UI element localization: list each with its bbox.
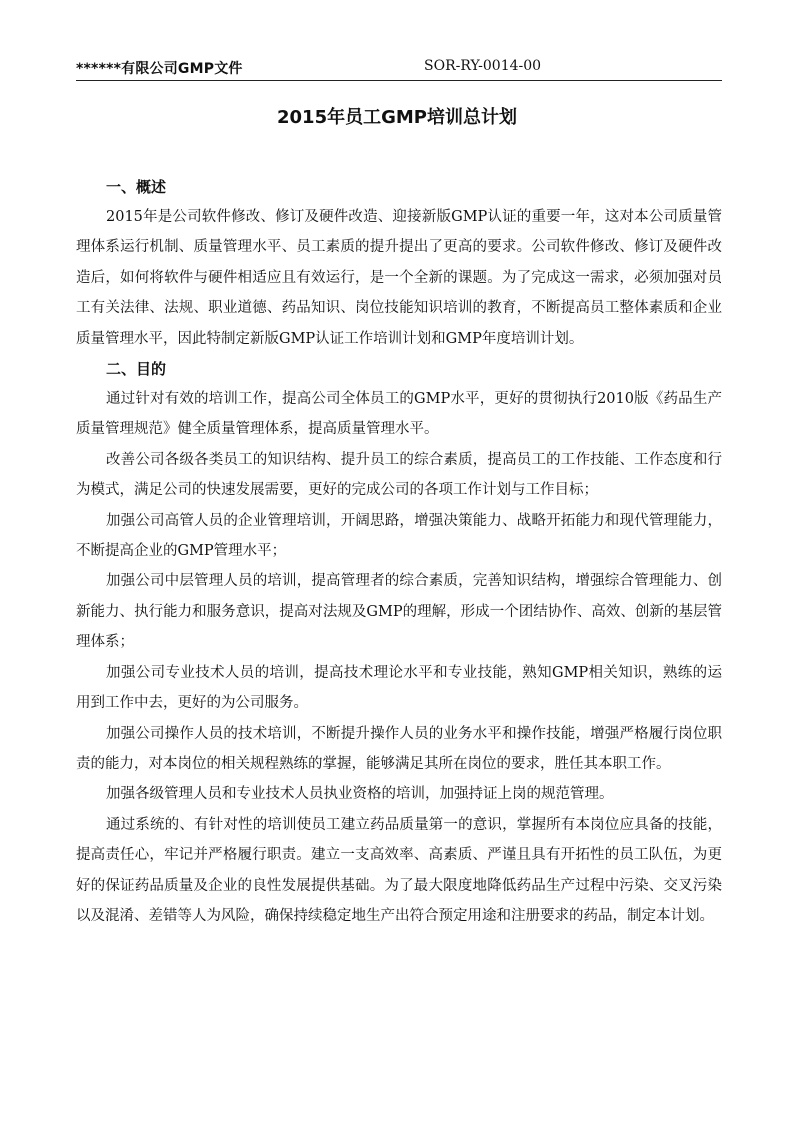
document-title: 2015年员工GMP培训总计划 [277,107,517,128]
purpose-paragraph: 通过针对有效的培训工作，提高公司全体员工的GMP水平，更好的贯彻执行2010版《药品生产质量管理规范》健全质量管理体系，提高质量管理水平。 [76,391,722,438]
document-body [76,172,722,931]
purpose-paragraph: 改善公司各级各类员工的知识结构、提升员工的综合素质，提高员工的工作技能、工作态度和行为模式，满足公司的快速发展需要，更好的完成公司的各项工作计划与工作目标； [76,451,722,499]
purpose-paragraph: 加强公司操作人员的技术培训，不断提升操作人员的业务水平和操作技能，增强严格履行岗位职责的能力，对本岗位的相关规程熟练的掌握，能够满足其所在岗位的要求，胜任其本职工作。 [76,725,722,772]
document-code: SOR-RY-0014-00 [424,58,542,74]
company-name: ******有限公司GMP文件 [76,61,243,77]
purpose-paragraph: 加强公司高管人员的企业管理培训，开阔思路，增强决策能力、战略开拓能力和现代管理能力，不断提高企业的GMP管理水平； [76,512,722,560]
purpose-paragraph: 加强公司中层管理人员的培训，提高管理者的综合素质，完善知识结构，增强综合管理能力、创新能力、执行能力和服务意识，提高对法规及GMP的理解，形成一个团结协作、高效、创新的基层管理体系； [76,573,722,651]
section-heading-overview: 一、概述 [106,178,167,196]
purpose-paragraph: 加强公司专业技术人员的培训，提高技术理论水平和专业技能，熟知GMP相关知识，熟练的运用到工作中去，更好的为公司服务。 [76,664,722,712]
purpose-paragraph: 加强各级管理人员和专业技术人员执业资格的培训，加强持证上岗的规范管理。 [106,786,614,803]
purpose-paragraph: 通过系统的、有针对性的培训使员工建立药品质量第一的意识，掌握所有本岗位应具备的技能，提高责任心，牢记并严格履行职责。建立一支高效率、高素质、严谨且具有开拓性的员工队伍，为更好的保证药品质量及企业的良性发展提供基础。为了最大限度地降低药品生产过程中污染、交叉污染以及混淆、差错等人为风险，确保持续稳定地生产出符合预定用途和注册要求的药品，制定本计划。 [76,816,722,924]
section-heading-purpose: 二、目的 [106,360,167,379]
page-header [76,56,722,81]
overview-paragraph: 2015年是公司软件修改、修订及硬件改造、迎接新版GMP认证的重要一年，这对本公司质量管理体系运行机制、质量管理水平、员工素质的提升提出了更高的要求。公司软件修改、修订及硬件改造后，如何将软件与硬件相适应且有效运行，是一个全新的课题。为了完成这一需求，必须加强对员工有关法律、法规、职业道德、药品知识、岗位技能知识培训的教育，不断提高员工整体素质和企业质量管理水平，因此特制定新版GMP认证工作培训计划和GMP年度培训计划。 [76,209,722,347]
